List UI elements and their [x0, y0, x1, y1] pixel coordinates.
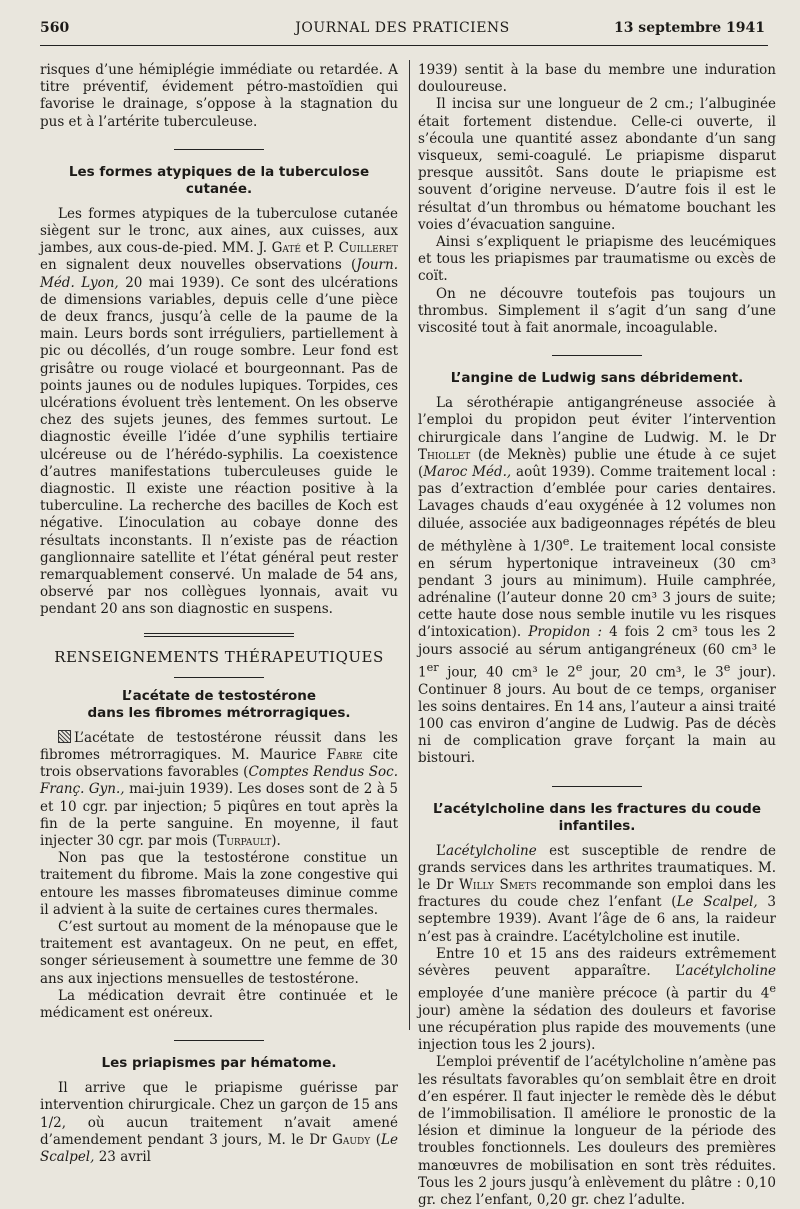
- section-rule: [552, 786, 642, 787]
- right-column: [418, 62, 776, 1209]
- reference: Le Scalpel,: [40, 1131, 398, 1165]
- reference: Le Scalpel,: [676, 894, 758, 911]
- author-name: Cuilleret: [338, 240, 399, 257]
- article-paragraph: On ne découvre toutefois pas toujours un thrombus. Simplement il s’agit d’un sang d’une viscosité tout à fait anormale, incoagulable.: [418, 285, 776, 337]
- article-paragraph: Il arrive que le priapisme guérisse par intervention chirurgicale. Chez un garçon de 15 ans 1/2, où aucun traitement n’avait amené d’amendement pendant 3 jours, M. le Dr Gaudy (Le Scalpel, 23 avril: [40, 1080, 398, 1165]
- article-paragraph: La médication devrait être continuée et le médicament est onéreux.: [40, 987, 398, 1021]
- drug-name: Propidon :: [528, 624, 602, 641]
- article-paragraph: Les formes atypiques de la tuberculose cutanée siègent sur le tronc, aux aines, aux cuisses, aux jambes, aux cous-de-pied. MM. J. Gaté et P. Cuilleret en signalent deux nouvelles observations (Journ. Méd. Lyon, 20 mai 1939). Ce sont des ulcérations de dimensions variables, depuis celle d’une pièce de deux francs, jusqu’à celle de la paume de la main. Leurs bords sont irréguliers, partiellement à pic ou décollés, d’un rouge sombre. Leur fond est grisâtre ou rouge violacé et bourgeonnant. Pas de points jaunes ou de nodules lupiques. Torpides, ces ulcérations évoluent très lentement. On les observe chez des sujets jeunes, des femmes surtout. Le diagnostic éveille l’idée d’une syphilis tertiaire ulcéreuse ou de l’hérédo-syphilis. La coexistence d’autres manifestations tuberculeuses guide le diagnostic. Il existe une réaction positive à la tuberculine. La recherche des bacilles de Koch est négative. L’inoculation au cobaye donne des résultats inconstants. Il n’existe pas de réaction ganglionnaire satellite et l’état général peut rester remarquablement conservé. Un malade de 54 ans, observé par nos collègues lyonnais, avait vu pendant 20 ans son diagnostic en suspens.: [40, 205, 399, 618]
- article-paragraph: L’acétate de testostérone réussit dans les fibromes métrorragiques. M. Maurice Fabre cite trois observations favorables (Comptes Rendus Soc. Franç. Gyn., mai-juin 1939). Les doses sont de 2 à 5 et 10 cgr. par injection; 5 piqûres en tout après la fin de la perte sanguine. En moyenne, il faut injecter 30 cgr. par mois (Turpault).: [40, 729, 399, 849]
- article-paragraph: La sérothérapie antigangréneuse associée à l’emploi du propidon peut éviter l’intervention chirurgicale dans l’angine de Ludwig. M. le Dr Thiollet (de Meknès) publie une étude à ce sujet (Maroc Méd., août 1939). Comme traitement local : pas d’extraction d’emblée pour caries dentaires. Lavages chauds d’eau oxygénée à 12 volumes non diluée, associée aux badigeonnages répétés de bleu de méthylène à 1/30e. Le traitement local consiste en sérum hypertonique intraveineux (30 cm³ pendant 3 jours au minimum). Huile camphrée, adrénaline (l’auteur donne 20 cm³ 3 jours de suite; cette haute dose nous semble inutile vu les risques d’intoxication). Propidon : 4 fois 2 cm³ tous les 2 jours associé au sérum antigangréneux (60 cm³ le 1er jour, 40 cm³ le 2e jour, 20 cm³, le 3e jour). Continuer 8 jours. Au bout de ce temps, organiser les soins dentaires. En 14 ans, l’auteur a ainsi traité 100 cas environ d’angine de Ludwig. Pas de décès ni de complication grave forçant la main au bistouri.: [418, 395, 776, 767]
- section-rule: [174, 1040, 264, 1041]
- author-name: Gaté: [271, 240, 301, 257]
- article-title-priapismes: Les priapismes par hématome.: [101, 1055, 337, 1072]
- article-paragraph: Il incisa sur une longueur de 2 cm.; l’albuginée était fortement distendue. Celle-ci ouverte, il s’écoula une quantité assez abondante d’un sang visqueux, semi-coagulé. Le priapisme disparut presque aussitôt. Sans doute le priapisme est souvent d’origine nerveuse. D’autre fois il est le résultat d’un thrombus ou hématome bouchant les voies d’évacuation sanguine.: [418, 96, 776, 233]
- article-title-testosterone: L’acétate de testostérone dans les fibromes métrorragiques.: [87, 687, 351, 721]
- section-title: RENSEIGNEMENTS THÉRAPEUTIQUES: [54, 647, 384, 666]
- section-rule: [552, 355, 642, 356]
- article-paragraph: L’acétylcholine est susceptible de rendre de grands services dans les arthrites traumatiques. M. le Dr Willy Smets recommande son emploi dans les fractures du coude chez l’enfant (Le Scalpel, 3 septembre 1939). Avant l’âge de 6 ans, la raideur n’est pas à craindre. L’acétylcholine est inutile.: [418, 842, 776, 945]
- journal-title: JOURNAL DES PRATICIENS: [295, 20, 510, 36]
- article-title-ludwig: L’angine de Ludwig sans débridement.: [450, 370, 744, 387]
- left-column: [40, 62, 398, 1166]
- reference: Comptes Rendus Soc. Franç. Gyn.,: [40, 764, 398, 798]
- column-divider: [409, 60, 410, 1030]
- article-paragraph: 1939) sentit à la base du membre une induration douloureuse.: [418, 62, 776, 96]
- section-rule: [174, 149, 264, 150]
- section-rule: [174, 677, 264, 678]
- reference: Journ. Méd. Lyon,: [40, 257, 398, 291]
- article-title-tuberculose: Les formes atypiques de la tuberculose cutanée.: [68, 163, 370, 197]
- article-title-acetylcholine: L’acétylcholine dans les fractures du coude infantiles.: [433, 800, 761, 834]
- author-name: Fabre: [326, 746, 363, 763]
- page-number: 560: [40, 20, 70, 36]
- article-paragraph: C’est surtout au moment de la ménopause que le traitement est avantageux. On ne peut, en effet, songer sérieusement à soumettre une femme de 30 ans aux injections mensuelles de testostérone.: [40, 918, 398, 987]
- reference: Maroc Méd.,: [423, 464, 512, 481]
- section-double-rule: [144, 633, 294, 637]
- article-paragraph: Non pas que la testostérone constitue un traitement du fibrome. Mais la zone congestive qui entoure les masses fibromateuses diminue comme il advient à la suite de certaines cures thermales.: [40, 850, 398, 918]
- article-paragraph: L’emploi préventif de l’acétylcholine n’amène pas les résultats favorables qu’on semblait être en droit d’en espérer. Il faut injecter le remède dès le début de l’immobilisation. Il améliore le pronostic de la lésion et diminue la longueur de la période des troubles fonctionnels. Les douleurs des premières manœuvres de mobilisation en sont très réduites. Tous les 2 jours jusqu’à enlèvement du plâtre : 0,10 gr. chez l’enfant, 0,20 gr. chez l’adulte.: [418, 1054, 776, 1209]
- author-name: Thiollet: [418, 446, 471, 463]
- article-paragraph: Entre 10 et 15 ans des raideurs extrêmement sévères peuvent apparaître. L’acétylcholine employée d’une manière précoce (à partir du 4e jour) amène la sédation des douleurs et favorise une récupération plus rapide des mouvements (une injection tous les 2 jours).: [418, 945, 776, 1054]
- author-name: Willy Smets: [459, 876, 537, 893]
- header-rule: [40, 45, 768, 46]
- intro-paragraph: risques d’une hémiplégie immédiate ou retardée. A titre préventif, évidement pétro-mastoïdien qui favorise le drainage, s’oppose à la stagnation du pus et à l’artérite tuberculeuse.: [40, 62, 398, 130]
- issue-date: 13 septembre 1941: [613, 20, 765, 36]
- author-name: Gaudy: [332, 1131, 371, 1148]
- running-header: [40, 20, 765, 40]
- ornament-icon: [58, 730, 71, 743]
- article-paragraph: Ainsi s’expliquent le priapisme des leucémiques et tous les priapismes par traumatisme ou excès de coït.: [418, 234, 776, 285]
